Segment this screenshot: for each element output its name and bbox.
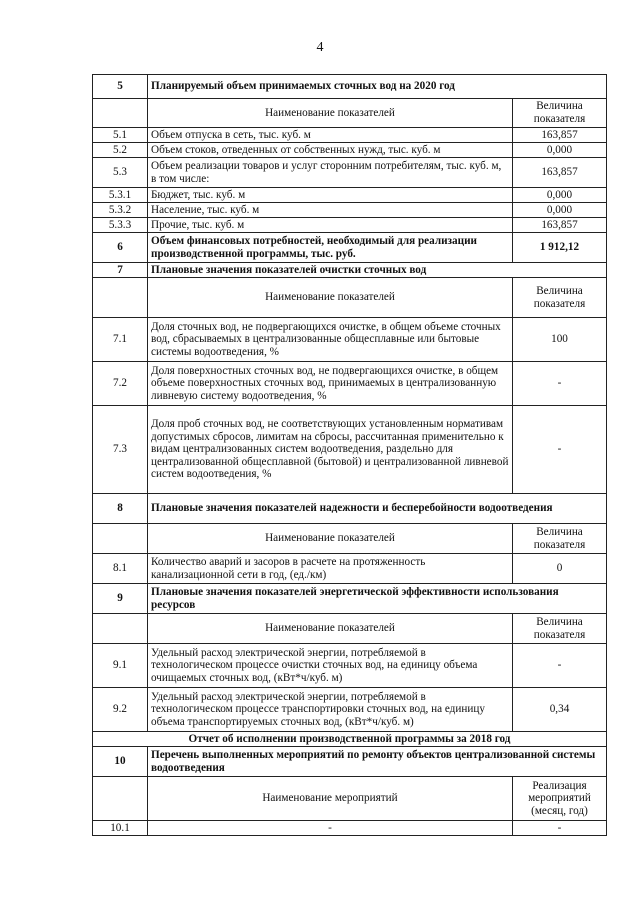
program-table <box>92 74 607 836</box>
column-header-name: Наименование показателей <box>148 524 513 554</box>
row-value: 100 <box>512 318 606 362</box>
row-value: 0,000 <box>512 203 606 218</box>
row-value: 163,857 <box>512 128 606 143</box>
row-number: 7.3 <box>93 406 148 494</box>
section-number: 7 <box>93 263 148 278</box>
row-name: Количество аварий и засоров в расчете на протяженность канализационной сети в год, (ед./км) <box>148 554 513 584</box>
row-value: - <box>512 362 606 406</box>
table-row <box>93 821 607 836</box>
table-row <box>93 188 607 203</box>
row-number: 7.2 <box>93 362 148 406</box>
table-row <box>93 143 607 158</box>
row-name: Прочие, тыс. куб. м <box>148 218 513 233</box>
row-name: Население, тыс. куб. м <box>148 203 513 218</box>
section-title: Планируемый объем принимаемых сточных вод на 2020 год <box>148 75 607 99</box>
row-number: 7.1 <box>93 318 148 362</box>
row-name: Бюджет, тыс. куб. м <box>148 188 513 203</box>
column-header-name: Наименование мероприятий <box>148 777 513 821</box>
row-number: 5.2 <box>93 143 148 158</box>
table-row <box>93 318 607 362</box>
row-number: 5.1 <box>93 128 148 143</box>
section-header <box>93 263 607 278</box>
row-number: 5.3.3 <box>93 218 148 233</box>
section-title: Перечень выполненных мероприятий по ремонту объектов централизованной системы водоотведения <box>148 747 607 777</box>
section-header <box>93 494 607 524</box>
row-name: Доля сточных вод, не подвергающихся очистке, в общем объеме сточных вод, сбрасываемых в централизованные общесплавные или бытовые системы водоотведения, % <box>148 318 513 362</box>
table-row <box>93 218 607 233</box>
column-header-value: Реализация мероприятий (месяц, год) <box>512 777 606 821</box>
column-header-name: Наименование показателей <box>148 278 513 318</box>
row-name: Доля проб сточных вод, не соответствующих установленным нормативам допустимых сбросов, лимитам на сбросы, рассчитанная применительно к видам централизованных систем водоотведения, раздельно для централизованной общесплавной (бытовой) и централизованной ливневой систем водоотведения, % <box>148 406 513 494</box>
column-header-row <box>93 99 607 128</box>
report-title-row <box>93 732 607 747</box>
row-value: 163,857 <box>512 158 606 188</box>
table-row <box>93 158 607 188</box>
column-header-name: Наименование показателей <box>148 614 513 644</box>
section-value: 1 912,12 <box>512 233 606 263</box>
table-row <box>93 406 607 494</box>
section-header <box>93 747 607 777</box>
column-header-name: Наименование показателей <box>148 99 513 128</box>
report-title: Отчет об исполнении производственной программы за 2018 год <box>93 732 607 747</box>
row-name: Объем стоков, отведенных от собственных нужд, тыс. куб. м <box>148 143 513 158</box>
column-header-row <box>93 777 607 821</box>
table-row <box>93 554 607 584</box>
table-row <box>93 128 607 143</box>
row-value: 163,857 <box>512 218 606 233</box>
column-header-value: Величина показателя <box>512 278 606 318</box>
row-value: 0 <box>512 554 606 584</box>
section-header <box>93 75 607 99</box>
table-row <box>93 644 607 688</box>
section-title: Плановые значения показателей энергетической эффективности использования ресурсов <box>148 584 607 614</box>
row-number: 9.1 <box>93 644 148 688</box>
table-row <box>93 688 607 732</box>
section-number: 8 <box>93 494 148 524</box>
section-header <box>93 233 607 263</box>
row-number: 8.1 <box>93 554 148 584</box>
section-number: 10 <box>93 747 148 777</box>
row-value: 0,000 <box>512 143 606 158</box>
row-name: Доля поверхностных сточных вод, не подвергающихся очистке, в общем объеме поверхностных сточных вод, принимаемых в централизованную ливневую систему водоотведения, % <box>148 362 513 406</box>
column-header-row <box>93 614 607 644</box>
row-number: 5.3.1 <box>93 188 148 203</box>
row-value: - <box>512 406 606 494</box>
column-header-row <box>93 524 607 554</box>
row-number: 5.3.2 <box>93 203 148 218</box>
section-title: Объем финансовых потребностей, необходимый для реализации производственной программы, тыс. руб. <box>148 233 513 263</box>
row-number: 10.1 <box>93 821 148 836</box>
column-header-value: Величина показателя <box>512 524 606 554</box>
row-value: 0,34 <box>512 688 606 732</box>
row-name: Объем реализации товаров и услуг сторонним потребителям, тыс. куб. м, в том числе: <box>148 158 513 188</box>
row-name: Удельный расход электрической энергии, потребляемой в технологическом процессе транспортировки сточных вод, на единицу объема транспортируемых сточных вод, (кВт*ч/куб. м) <box>148 688 513 732</box>
section-title: Плановые значения показателей надежности и бесперебойности водоотведения <box>148 494 607 524</box>
page-number: 4 <box>316 40 324 55</box>
row-name: - <box>148 821 513 836</box>
section-number: 5 <box>93 75 148 99</box>
row-name: Объем отпуска в сеть, тыс. куб. м <box>148 128 513 143</box>
row-value: 0,000 <box>512 188 606 203</box>
section-title: Плановые значения показателей очистки сточных вод <box>148 263 607 278</box>
section-number: 6 <box>93 233 148 263</box>
section-header <box>93 584 607 614</box>
row-value: - <box>512 821 606 836</box>
column-header-value: Величина показателя <box>512 614 606 644</box>
section-number: 9 <box>93 584 148 614</box>
row-number: 9.2 <box>93 688 148 732</box>
table-row <box>93 203 607 218</box>
table-row <box>93 362 607 406</box>
row-name: Удельный расход электрической энергии, потребляемой в технологическом процессе очистки сточных вод, на единицу объема очищаемых сточных вод, (кВт*ч/куб. м) <box>148 644 513 688</box>
column-header-value: Величина показателя <box>512 99 606 128</box>
column-header-row <box>93 278 607 318</box>
row-value: - <box>512 644 606 688</box>
row-number: 5.3 <box>93 158 148 188</box>
